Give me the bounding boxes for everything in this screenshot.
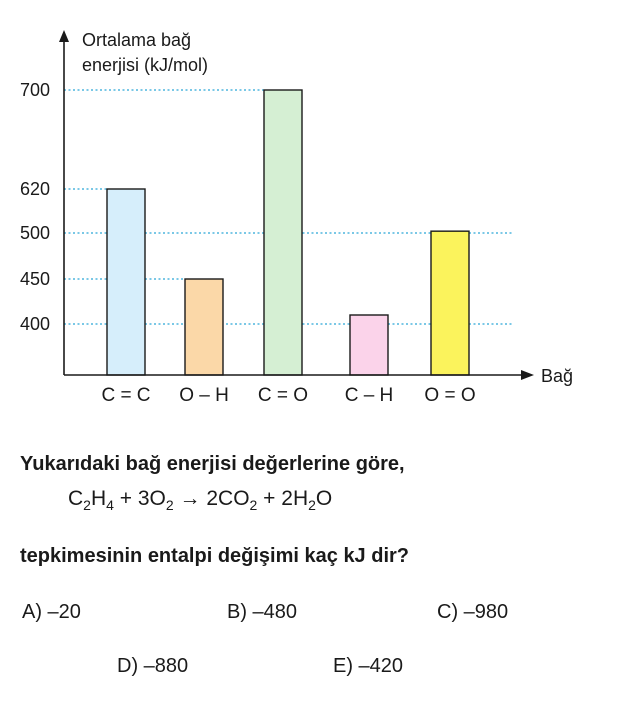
- y-tick-label: 450: [20, 269, 51, 289]
- y-axis-label-line1: Ortalama bağ: [82, 30, 192, 50]
- x-category-label: C – H: [344, 385, 394, 406]
- bar-3: [264, 90, 302, 375]
- eq-plus-h2: + 2H: [257, 487, 309, 510]
- eq-co2-sub: 2: [249, 497, 258, 513]
- eq-plus-o2: + 3O: [113, 487, 166, 510]
- option-d[interactable]: D) –880: [117, 655, 189, 677]
- x-axis-label: Bağ: [541, 366, 574, 386]
- eq-h: H: [90, 487, 107, 510]
- y-tick-label: 700: [20, 80, 51, 100]
- reaction-equation: [68, 487, 332, 511]
- eq-arrow: →: [173, 487, 207, 510]
- eq-o2-sub: 2: [165, 497, 174, 513]
- x-category-label: C = C: [101, 385, 151, 406]
- x-axis-arrow: [521, 370, 534, 380]
- y-tick-label: 400: [20, 314, 51, 334]
- y-axis-label-line2: enerjisi (kJ/mol): [82, 55, 209, 75]
- eq-o-end: O: [315, 487, 333, 510]
- bar-5: [431, 231, 469, 375]
- question-text: tepkimesinin entalpi değişimi kaç kJ dir?: [20, 545, 410, 567]
- eq-c: C: [68, 487, 84, 510]
- y-axis-arrow: [59, 30, 69, 42]
- eq-h-sub: 4: [106, 497, 114, 513]
- option-b[interactable]: B) –480: [227, 601, 298, 623]
- bar-4: [350, 315, 388, 375]
- bar-1: [107, 189, 145, 375]
- option-a[interactable]: A) –20: [22, 601, 81, 623]
- eq-h2-sub: 2: [308, 497, 316, 513]
- x-category-label: O – H: [179, 385, 229, 406]
- eq-c-sub: 2: [83, 497, 91, 513]
- y-tick-label: 500: [20, 223, 51, 243]
- y-tick-label: 620: [20, 179, 51, 199]
- x-category-label: O = O: [424, 385, 476, 406]
- eq-co2: 2CO: [206, 487, 250, 510]
- question-intro: Yukarıdaki bağ enerjisi değerlerine göre,: [20, 453, 405, 475]
- bar-2: [185, 279, 223, 375]
- option-e[interactable]: E) –420: [333, 655, 404, 677]
- x-category-label: C = O: [257, 385, 309, 406]
- option-c[interactable]: C) –980: [437, 601, 509, 623]
